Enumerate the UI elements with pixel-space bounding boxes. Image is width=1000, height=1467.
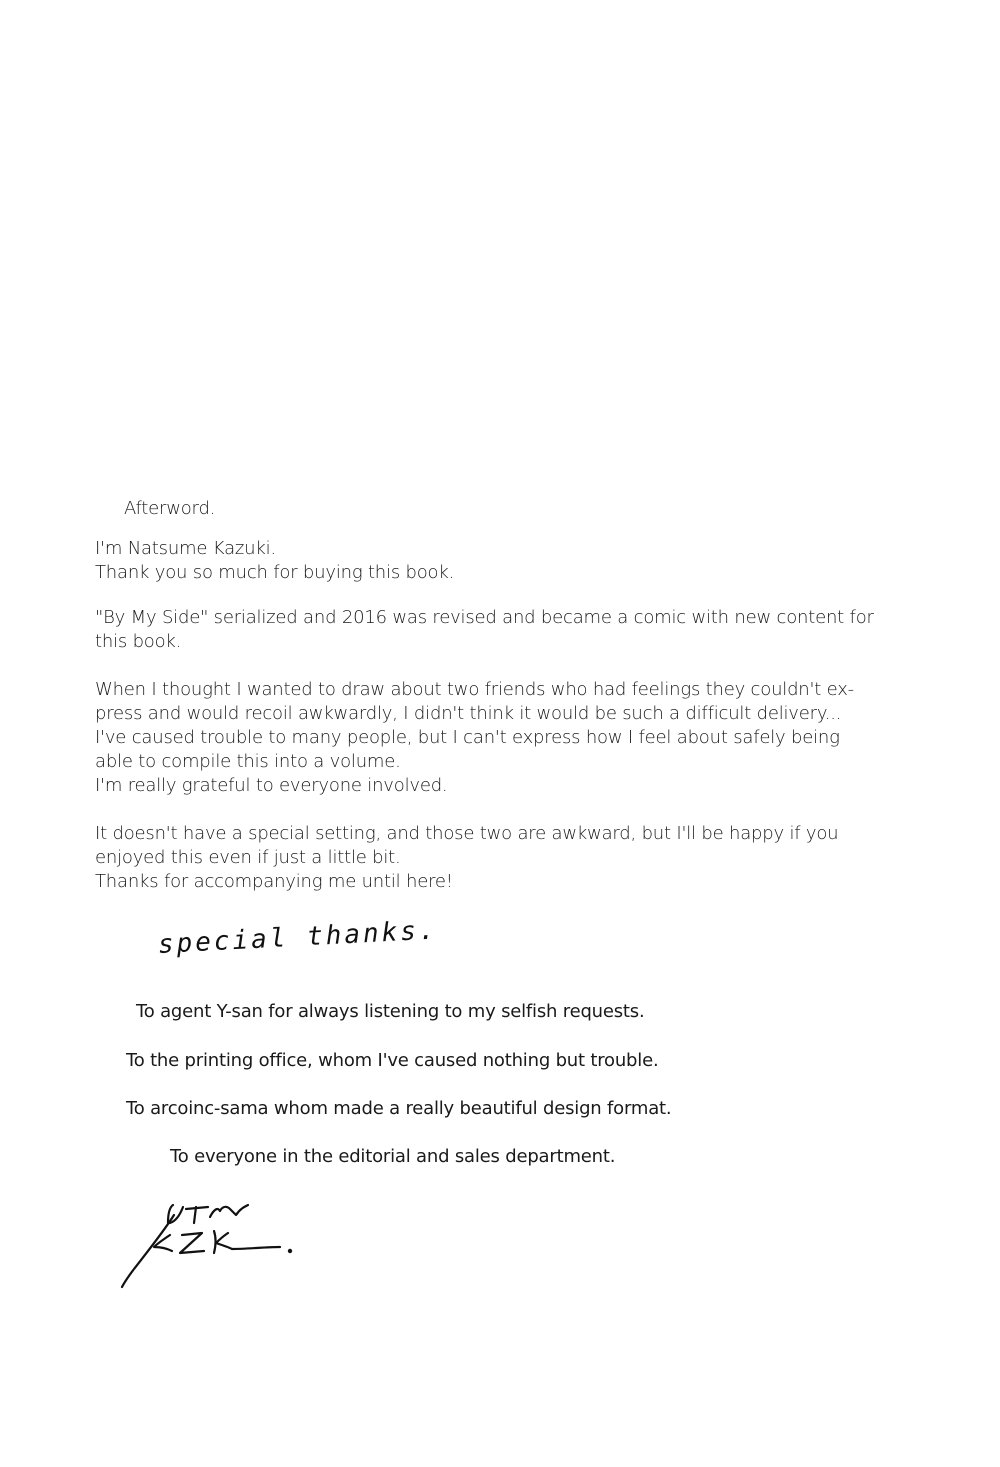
signature-stroke-k1 [154, 1235, 172, 1251]
serialized-line-2: this book. [95, 631, 182, 652]
feelings-line-4: able to compile this into a volume. [95, 751, 401, 772]
signature-stroke-k-long [122, 1215, 174, 1287]
feelings-line-2: press and would recoil awkwardly, I didn't think it would be such a difficult delivery... [95, 703, 842, 724]
thanks-item-editorial: To everyone in the editorial and sales department. [170, 1146, 616, 1167]
afterword-title: Afterword. [124, 498, 216, 519]
intro-line-2: Thank you so much for buying this book. [95, 562, 455, 583]
signature-stroke-t-stem [194, 1207, 196, 1223]
signature-stroke-z [180, 1233, 204, 1253]
thanks-item-printing: To the printing office, whom I've caused nothing but trouble. [126, 1050, 659, 1071]
thanks-item-design: To arcoinc-sama whom made a really beautiful design format. [126, 1098, 672, 1119]
author-signature [110, 1195, 310, 1295]
feelings-line-5: I'm really grateful to everyone involved. [95, 775, 448, 796]
serialized-line-1: "By My Side" serialized and 2016 was revised and became a comic with new content for [95, 607, 874, 628]
signature-stroke-k2-tail [216, 1233, 280, 1249]
closing-line-3: Thanks for accompanying me until here! [95, 871, 453, 892]
signature-stroke-m [210, 1205, 248, 1217]
feelings-line-3: I've caused trouble to many people, but I can't express how I feel about safely being [95, 727, 840, 748]
thanks-item-agent: To agent Y-san for always listening to my selfish requests. [136, 1001, 645, 1022]
special-thanks-heading: special thanks. [157, 915, 439, 960]
closing-line-1: It doesn't have a special setting, and those two are awkward, but I'll be happy if you [95, 823, 839, 844]
closing-line-2: enjoyed this even if just a little bit. [95, 847, 401, 868]
signature-stroke-n2 [170, 1207, 183, 1223]
signature-stroke-k2-stem [214, 1231, 216, 1253]
intro-line-1: I'm Natsume Kazuki. [95, 538, 276, 559]
signature-dot [288, 1249, 292, 1253]
feelings-line-1: When I thought I wanted to draw about two friends who had feelings they couldn't ex- [95, 679, 854, 700]
